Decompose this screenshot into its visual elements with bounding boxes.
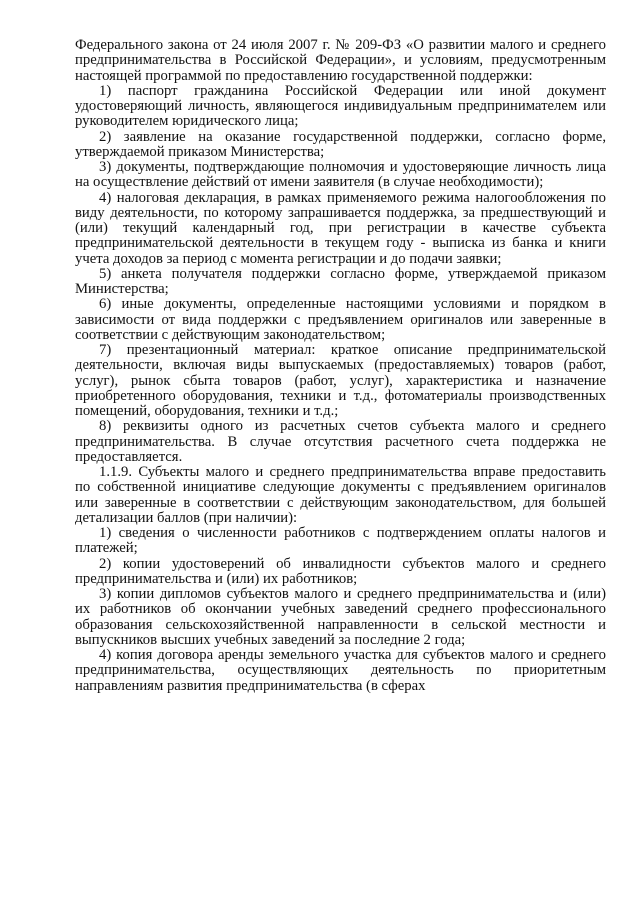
list-item-other-documents: 6) иные документы, определенные настоящими условиями и порядком в зависимости от вида поддержки с предъявлением оригиналов или заверенные в соответствии с действующим законодательством; bbox=[75, 296, 606, 343]
list-item-disability-certificates: 2) копии удостоверений об инвалидности субъектов малого и среднего предпринимательства и (или) их работников; bbox=[75, 555, 606, 587]
list-item-employee-count: 1) сведения о численности работников с подтверждением оплаты налогов и платежей; bbox=[75, 525, 606, 557]
list-item-land-lease: 4) копия договора аренды земельного участка для субъектов малого и среднего предпринимательства, осуществляющих деятельность по приоритетным направлениям развития предпринимательства (в сферах bbox=[75, 647, 606, 694]
list-item-questionnaire: 5) анкета получателя поддержки согласно форме, утверждаемой приказом Министерства; bbox=[75, 265, 606, 297]
paragraph-law-reference: Федерального закона от 24 июля 2007 г. № 209-ФЗ «О развитии малого и среднего предпринимательства в Российской Федерации», и условиям, предусмотренным настоящей программой по предоставлению государственной поддержки: bbox=[75, 37, 606, 84]
list-item-passport: 1) паспорт гражданина Российской Федерации или иной документ удостоверяющий личность, являющегося индивидуальным предпринимателем или руководителем юридического лица; bbox=[75, 82, 606, 130]
document-body bbox=[75, 38, 606, 694]
list-item-diplomas: 3) копии дипломов субъектов малого и среднего предпринимательства и (или) их работников об окончании учебных заведений среднего профессионального образования сельскохозяйственной направленности в сельской местности и выпускников высших учебных заведений за последние 2 года; bbox=[75, 586, 606, 648]
list-item-presentation: 7) презентационный материал: краткое описание предпринимательской деятельности, включая виды выпускаемых (предоставляемых) товаров (работ, услуг), рынок сбыта товаров (работ, услуг), характеристика и назначение приобретенного оборудования, техники и т.д., фотоматериалы производственных помещений, оборудования, техники и т.д.; bbox=[75, 342, 606, 419]
list-item-bank-details: 8) реквизиты одного из расчетных счетов субъекта малого и среднего предпринимательства. В случае отсутствия расчетного счета поддержка не предоставляется. bbox=[75, 418, 606, 465]
list-item-tax-declaration: 4) налоговая декларация, в рамках применяемого режима налогообложения по виду деятельности, по которому запрашивается поддержка, за предшествующий и (или) текущий календарный год, при регистрации в качестве субъекта предпринимательской деятельности в текущем году - выписка из банка и книги учета доходов за период с момента регистрации и до подачи заявки; bbox=[75, 189, 606, 267]
list-item-application: 2) заявление на оказание государственной поддержки, согласно форме, утверждаемой приказом Министерства; bbox=[75, 128, 606, 160]
section-1-1-9: 1.1.9. Субъекты малого и среднего предпринимательства вправе предоставить по собственной инициативе следующие документы с предъявлением оригиналов или заверенные в соответствии с действующим законодательством, для большей детализации баллов (при наличии): bbox=[75, 464, 606, 526]
list-item-authority-documents: 3) документы, подтверждающие полномочия и удостоверяющие личность лица на осуществление действий от имени заявителя (в случае необходимости); bbox=[75, 159, 606, 191]
